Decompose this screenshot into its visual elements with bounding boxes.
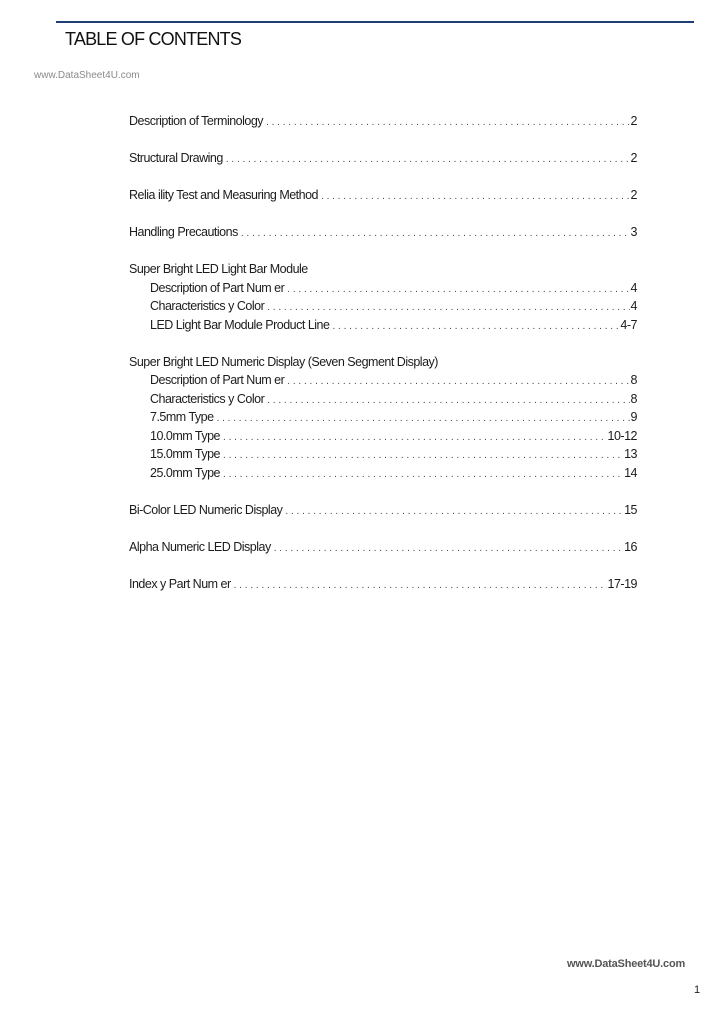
- toc-page-number: 4: [630, 280, 637, 295]
- toc-entry-text: LED Light Bar Module Product Line: [150, 317, 330, 332]
- spacer: [129, 484, 637, 503]
- toc-entry-bi-color-display[interactable]: [129, 503, 637, 522]
- toc-section-light-bar-module[interactable]: [129, 262, 637, 281]
- toc-page-number: 2: [630, 151, 637, 165]
- spacer: [129, 207, 637, 226]
- toc-entry-terminology[interactable]: [129, 114, 637, 133]
- toc-entry-text: 25.0mm Type: [150, 465, 221, 480]
- dot-leader: [285, 506, 623, 517]
- toc-entry-text: Description of Part Num er: [150, 280, 285, 295]
- toc-entry-text: 10.0mm Type: [150, 428, 221, 443]
- toc-entry-light-bar-product-line[interactable]: [129, 318, 637, 337]
- spacer: [129, 521, 637, 540]
- page-number: 1: [694, 984, 701, 996]
- toc-entry-10-0mm-type[interactable]: [129, 429, 637, 448]
- toc-entry-7-5mm-type[interactable]: [129, 410, 637, 429]
- toc-section-heading: Super Bright LED Numeric Display (Seven Segment Display): [129, 354, 438, 369]
- toc-page-number: 4-7: [620, 317, 637, 332]
- toc-entry-text: Description of Terminology: [129, 114, 264, 128]
- toc-page-number: 8: [630, 391, 637, 406]
- toc-entry-handling-precautions[interactable]: [129, 225, 637, 244]
- watermark-bottom[interactable]: www.DataSheet4U.com: [567, 958, 686, 970]
- toc-entry-numeric-characteristics[interactable]: [129, 392, 637, 411]
- toc-entry-text: Bi-Color LED Numeric Display: [129, 502, 283, 517]
- dot-leader: [226, 154, 630, 165]
- dot-leader: [267, 395, 629, 406]
- toc-page-number: 2: [630, 188, 637, 202]
- toc-entry-light-bar-part-number[interactable]: [129, 281, 637, 300]
- dot-leader: [223, 432, 607, 443]
- toc-entry-structural-drawing[interactable]: [129, 151, 637, 170]
- spacer: [129, 558, 637, 577]
- dot-leader: [274, 543, 623, 554]
- toc-entry-reliability-test[interactable]: [129, 188, 637, 207]
- dot-leader: [223, 450, 623, 461]
- watermark-top[interactable]: www.DataSheet4U.com: [34, 70, 140, 81]
- table-of-contents: [129, 114, 637, 595]
- toc-entry-index-by-part-number[interactable]: [129, 577, 637, 596]
- toc-page-number: 13: [624, 447, 637, 461]
- toc-entry-light-bar-characteristics[interactable]: [129, 299, 637, 318]
- dot-leader: [241, 228, 630, 239]
- dot-leader: [266, 117, 629, 128]
- toc-page-number: 17-19: [607, 576, 637, 591]
- spacer: [129, 244, 637, 263]
- dot-leader: [234, 580, 607, 591]
- toc-section-numeric-display[interactable]: [129, 355, 637, 374]
- toc-entry-numeric-part-number[interactable]: [129, 373, 637, 392]
- spacer: [129, 133, 637, 152]
- toc-page-number: 15: [624, 502, 637, 517]
- toc-entry-15-0mm-type[interactable]: [129, 447, 637, 466]
- toc-page-number: 8: [630, 373, 637, 387]
- dot-leader: [217, 413, 630, 424]
- toc-page-number: 14: [624, 465, 637, 480]
- toc-entry-alpha-numeric-display[interactable]: [129, 540, 637, 559]
- dot-leader: [223, 469, 623, 480]
- toc-page-number: 10-12: [607, 428, 637, 443]
- toc-entry-text: Structural Drawing: [129, 151, 223, 165]
- toc-entry-text: Characteristics y Color: [150, 391, 265, 406]
- dot-leader: [332, 321, 619, 332]
- toc-entry-25-0mm-type[interactable]: [129, 466, 637, 485]
- toc-entry-text: Characteristics y Color: [150, 299, 265, 313]
- toc-entry-text: Relia ility Test and Measuring Method: [129, 188, 319, 202]
- toc-entry-text: Handling Precautions: [129, 225, 238, 239]
- dot-leader: [287, 284, 629, 295]
- top-rule: [56, 21, 694, 23]
- dot-leader: [267, 302, 629, 313]
- toc-page-number: 2: [630, 114, 637, 128]
- dot-leader: [321, 191, 630, 202]
- dot-leader: [287, 376, 629, 387]
- page-title: TABLE OF CONTENTS: [65, 29, 242, 49]
- spacer: [129, 170, 637, 189]
- toc-page-number: 4: [630, 299, 637, 313]
- toc-entry-text: 7.5mm Type: [150, 410, 214, 424]
- spacer: [129, 336, 637, 355]
- toc-entry-text: Index y Part Num er: [129, 576, 231, 591]
- toc-entry-text: 15.0mm Type: [150, 447, 221, 461]
- toc-page-number: 16: [624, 539, 637, 554]
- toc-section-heading: Super Bright LED Light Bar Module: [129, 262, 308, 276]
- toc-page-number: 9: [630, 410, 637, 424]
- toc-page-number: 3: [630, 225, 637, 239]
- toc-entry-text: Alpha Numeric LED Display: [129, 539, 271, 554]
- toc-entry-text: Description of Part Num er: [150, 373, 285, 387]
